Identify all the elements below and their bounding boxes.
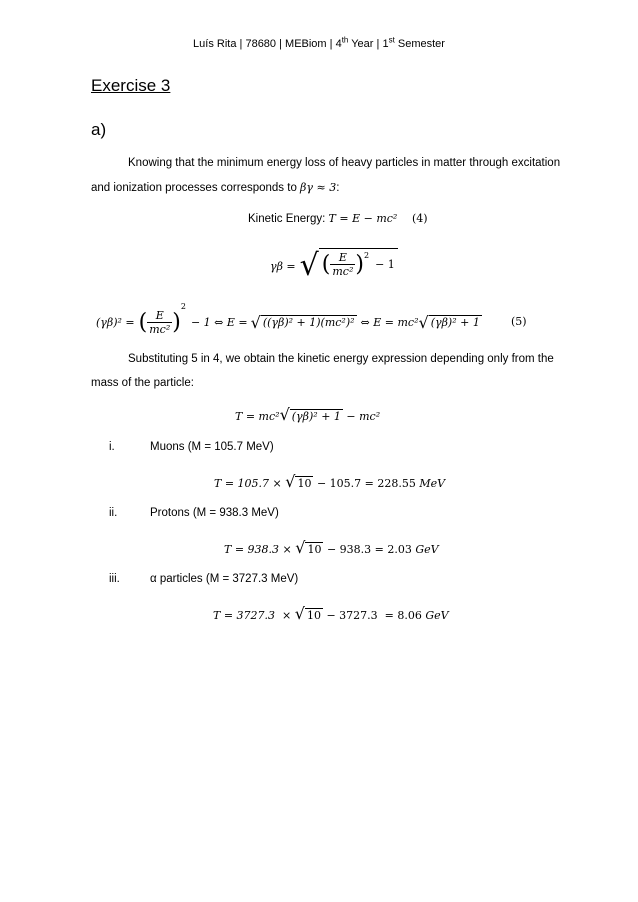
header-separator: |	[239, 38, 243, 50]
list-item-numeral: iii.	[109, 573, 120, 585]
radicand	[319, 248, 398, 278]
list-item-equation-tail: − 938.3 = 2.03	[323, 543, 416, 556]
list-item-numeral: ii.	[109, 507, 118, 519]
fraction-numerator: E	[155, 308, 164, 322]
left-paren: (	[321, 252, 331, 277]
paragraph-1-line-2	[91, 181, 339, 194]
list-item-equation-radicand: 10	[297, 477, 312, 490]
equation-4	[248, 212, 397, 225]
equation-5-number: (5)	[511, 315, 527, 328]
list-item-label: Protons (M = 938.3 MeV)	[150, 507, 279, 519]
paragraph-1-text: and ionization processes corresponds to	[91, 182, 301, 194]
page-header	[0, 35, 638, 50]
equation-5-lhs: (γβ)² =	[96, 315, 135, 329]
equation-4-expression: T = E − mc²	[328, 212, 398, 225]
right-paren: )	[355, 252, 364, 277]
paragraph-1-colon: :	[336, 182, 340, 194]
header-semester-suffix: st	[388, 35, 395, 45]
radical-sign: √	[285, 472, 296, 491]
fraction-denominator: mc²	[149, 322, 171, 336]
paragraph-2-line-1: Substituting 5 in 4, we obtain the kinetic energy expression depending only from the	[128, 353, 554, 365]
list-item-equation-radicand: 10	[307, 543, 322, 556]
header-separator: |	[329, 38, 333, 50]
paragraph-2-line-2: mass of the particle:	[91, 377, 194, 389]
paragraph-1-line-1: Knowing that the minimum energy loss of heavy particles in matter through excitation	[128, 157, 561, 169]
list-item-label: α particles (M = 3727.3 MeV)	[150, 573, 299, 585]
section-label: a)	[91, 120, 107, 139]
header-semester-number: 1	[382, 38, 389, 50]
radical-sign: √	[299, 248, 319, 283]
equation-5	[96, 300, 482, 344]
equation-5-middle: − 1 ⇔ E =	[190, 315, 248, 329]
left-paren: (	[138, 309, 148, 335]
equation-kinetic-energy	[235, 405, 380, 424]
exercise-title: Exercise 3	[91, 76, 171, 95]
list-item-equation-unit: GeV	[415, 543, 439, 556]
exponent: 2	[180, 302, 186, 311]
equation-5-radicand-2: (γβ)² + 1	[430, 316, 480, 329]
equation-5-radicand-1: ((γβ)² + 1)(mc²)²	[262, 316, 355, 329]
fraction	[147, 309, 172, 336]
list-item-label: Muons (M = 105.7 MeV)	[150, 441, 274, 453]
header-year-number: 4	[335, 38, 342, 50]
equation-4-number: (4)	[412, 212, 428, 225]
header-semester-label: Semester	[397, 38, 445, 50]
radical-sign: √	[418, 312, 429, 332]
inline-math-beta-gamma: βγ ≈ 3	[300, 181, 337, 194]
radical-sign: √	[295, 538, 306, 557]
list-item-equation-unit: MeV	[419, 477, 446, 490]
header-author: Luís Rita	[193, 38, 237, 50]
header-separator: |	[376, 38, 380, 50]
equation-kinetic-energy-lhs: T = mc²	[235, 410, 280, 423]
equation-5-middle-2: ⇔ E = mc²	[360, 315, 419, 329]
equation-gamma-beta-tail: − 1	[375, 258, 395, 271]
fraction-denominator: mc²	[332, 265, 354, 278]
exponent: 2	[363, 251, 370, 260]
header-student-id: 78680	[245, 38, 277, 50]
radical-sign: √	[279, 405, 290, 424]
radical-sign: √	[250, 312, 261, 332]
list-item-equation-lhs: T = 3727.3 ×	[213, 609, 295, 622]
header-year-suffix: th	[341, 35, 349, 45]
list-item-numeral: i.	[109, 441, 115, 453]
list-item-equation	[214, 472, 445, 491]
list-item-equation-tail: − 105.7 = 228.55	[313, 477, 420, 490]
fraction-numerator: E	[338, 251, 347, 264]
header-year-label: Year	[351, 38, 374, 50]
equation-kinetic-energy-radicand: (γβ)² + 1	[291, 410, 341, 423]
list-item-equation-tail: − 3727.3 = 8.06	[322, 609, 426, 622]
equation-gamma-beta	[270, 244, 398, 288]
equation-kinetic-energy-tail: − mc²	[346, 410, 381, 423]
right-paren: )	[172, 309, 181, 335]
fraction	[330, 251, 355, 278]
list-item-equation	[224, 538, 439, 557]
equation-4-label: Kinetic Energy:	[248, 213, 329, 225]
header-program: MEBiom	[285, 38, 327, 50]
list-item-equation	[213, 604, 449, 623]
list-item-equation-radicand: 10	[306, 609, 321, 622]
radical-sign: √	[294, 604, 305, 623]
list-item-equation-lhs: T = 938.3 ×	[224, 543, 296, 556]
header-separator: |	[279, 38, 282, 50]
list-item-equation-lhs: T = 105.7 ×	[214, 477, 286, 490]
equation-gamma-beta-lhs: γβ =	[270, 259, 296, 273]
list-item-equation-unit: GeV	[425, 609, 449, 622]
